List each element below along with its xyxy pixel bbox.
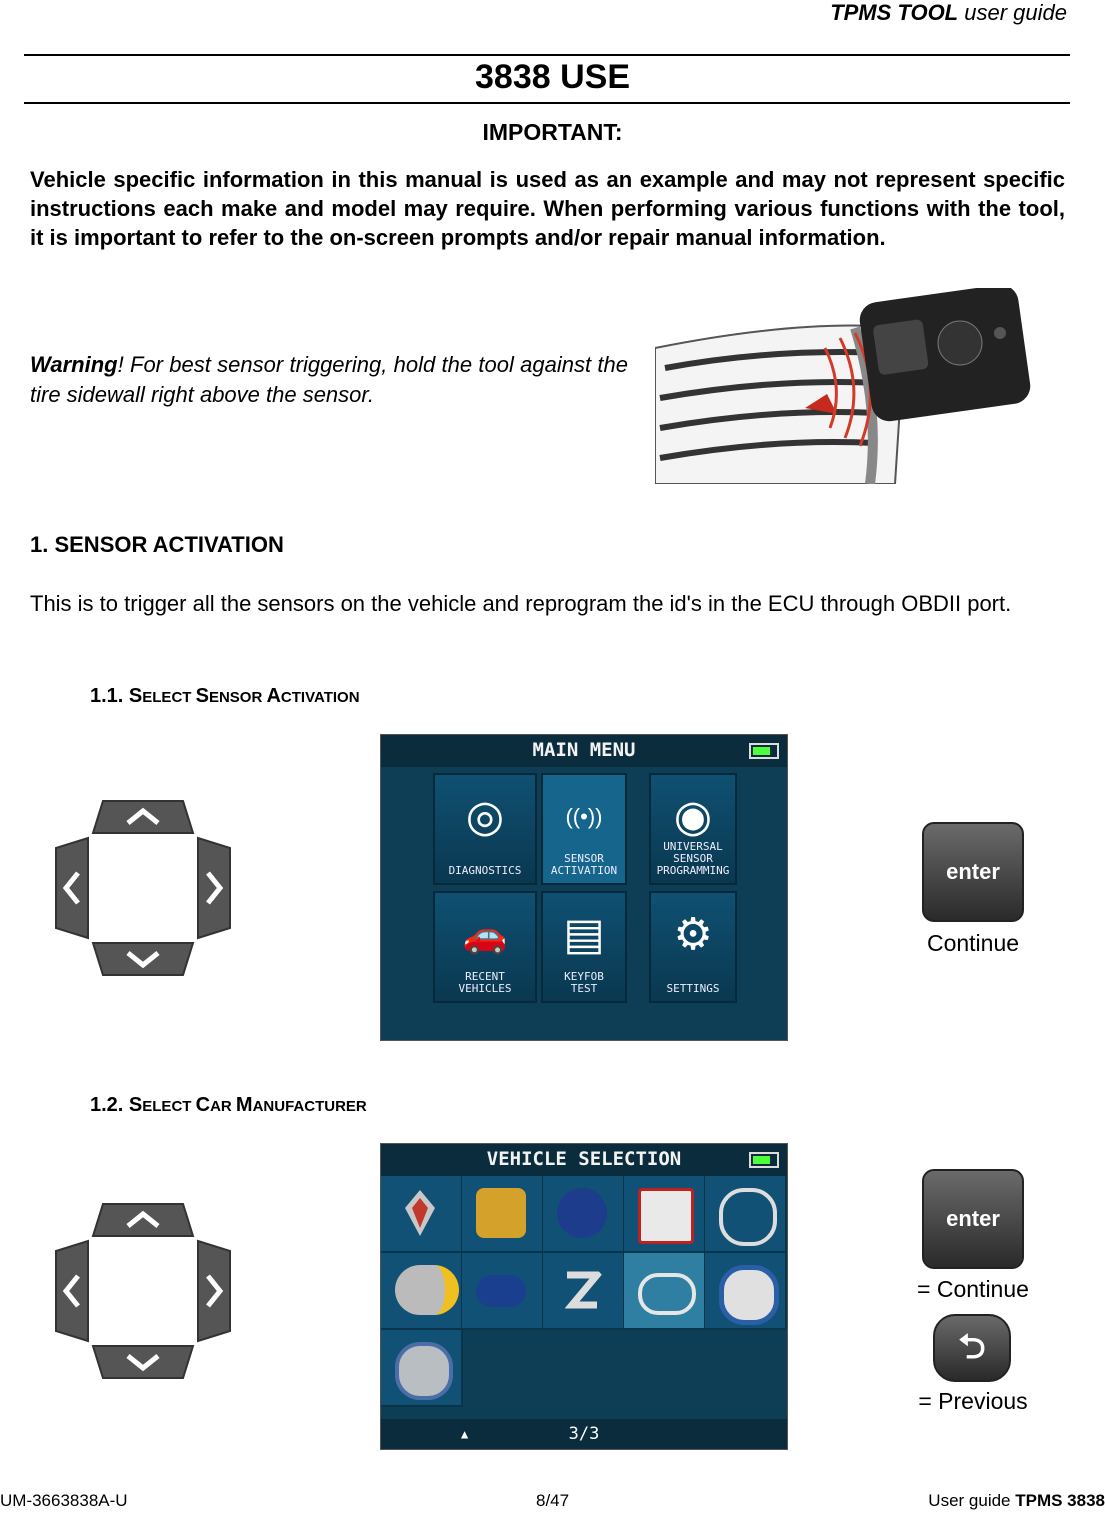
universal-sensor-icon: ◉	[673, 792, 713, 841]
scion-logo-icon	[719, 1188, 777, 1246]
footer-page-number: 8/47	[536, 1491, 570, 1510]
suzuki-logo-icon	[557, 1265, 607, 1315]
pontiac-logo-icon	[395, 1188, 445, 1238]
recent-vehicles-icon: 🚗	[462, 914, 508, 955]
section-sensor-activation-heading: 1. SENSOR ACTIVATION	[30, 532, 284, 557]
saab-logo-icon	[557, 1188, 607, 1238]
section-sensor-activation-text: This is to trigger all the sensors on the vehicle and reprogram the id's in the ECU through OBDII port.	[30, 591, 1012, 616]
menu-tile-sensor-activation[interactable]: ((•)) SENSOR ACTIVATION	[541, 773, 627, 885]
brand-tile-saturn[interactable]	[624, 1176, 706, 1253]
battery-icon	[749, 1152, 779, 1168]
continue-caption: = Continue	[917, 1276, 1029, 1302]
menu-tile-keyfob-test[interactable]: ▤ KEYFOB TEST	[541, 891, 627, 1003]
brand-tile-toyota[interactable]	[624, 1253, 706, 1330]
volkswagen-logo-icon	[719, 1265, 779, 1325]
warning-text: ! For best sensor triggering, hold the tool against the tire sidewall right above the sensor.	[30, 352, 628, 407]
header-brand: TPMS TOOL	[830, 0, 959, 25]
dpad-down-icon	[93, 1346, 193, 1378]
brand-tile-pontiac[interactable]	[381, 1176, 463, 1253]
tire-tool-illustration	[655, 288, 1035, 484]
dpad-up-icon	[93, 801, 193, 833]
diagnostics-icon: ◎	[465, 792, 505, 841]
screen-title: MAIN MENU	[381, 735, 787, 767]
back-key-icon: ⮌	[933, 1314, 1011, 1382]
brand-tile-volkswagen[interactable]	[705, 1253, 787, 1330]
brand-tile-porsche[interactable]	[462, 1176, 544, 1253]
menu-tile-universal-sensor-programming[interactable]: ◉ UNIVERSAL SENSOR PROGRAMMING	[649, 773, 737, 885]
dpad-down-icon	[93, 943, 193, 975]
dpad-left-icon	[56, 838, 88, 938]
keyfob-icon: ▤	[563, 910, 605, 959]
enter-key-icon: enter	[922, 1169, 1024, 1269]
screen-title: VEHICLE SELECTION	[381, 1144, 787, 1176]
dpad-icon	[48, 1196, 238, 1386]
important-heading: IMPORTANT:	[482, 119, 623, 145]
warning-note	[30, 350, 628, 410]
brand-tile-volvo[interactable]	[381, 1330, 463, 1407]
page-header	[830, 0, 1067, 26]
step-select-sensor-activation-heading: 1.1. SELECT SENSOR ACTIVATION	[90, 685, 360, 707]
battery-icon	[749, 743, 779, 759]
subaru-logo-icon	[476, 1275, 526, 1307]
title-rule-bottom	[24, 102, 1070, 104]
brand-tile-suzuki[interactable]	[543, 1253, 625, 1330]
screen-bottom-bar	[381, 1419, 787, 1449]
vehicle-selection-screen	[380, 1143, 788, 1450]
footer-guide-name: User guide TPMS 3838	[928, 1491, 1105, 1510]
settings-gear-icon: ⚙	[673, 910, 713, 959]
porsche-logo-icon	[476, 1188, 526, 1238]
saturn-logo-icon	[638, 1188, 694, 1244]
header-suffix: user guide	[964, 0, 1067, 25]
dpad-right-icon	[198, 838, 230, 938]
smart-logo-icon	[395, 1265, 459, 1315]
menu-tile-diagnostics[interactable]: ◎ DIAGNOSTICS	[433, 773, 537, 885]
enter-key-icon: enter	[922, 822, 1024, 922]
title-rule-top	[24, 54, 1070, 56]
dpad-icon	[48, 793, 238, 983]
menu-tile-recent-vehicles[interactable]: 🚗 RECENT VEHICLES	[433, 891, 537, 1003]
step-select-car-manufacturer-heading: 1.2. SELECT CAR MANUFACTURER	[90, 1094, 367, 1116]
dpad-up-icon	[93, 1204, 193, 1236]
continue-caption: Continue	[926, 930, 1020, 956]
page-indicator: 3/3	[568, 1424, 600, 1444]
warning-label: Warning	[30, 352, 118, 377]
brand-tile-saab[interactable]	[543, 1176, 625, 1253]
toyota-logo-icon	[638, 1273, 696, 1315]
tpms-tool-device-icon	[857, 288, 1032, 424]
previous-caption: = Previous	[918, 1388, 1028, 1414]
dpad-left-icon	[56, 1241, 88, 1341]
important-text: Vehicle specific information in this manual is used as an example and may not represent specific instructions each make and model may require. When performing various functions with the tool, it is important to refer to the on-screen prompts and/or repair manual information.	[30, 167, 1065, 250]
page-title: 3838 USE	[475, 58, 630, 96]
dpad-right-icon	[198, 1241, 230, 1341]
footer-document-id: UM-3663838A-U	[0, 1491, 128, 1510]
menu-tile-settings[interactable]: ⚙ SETTINGS	[649, 891, 737, 1003]
sensor-activation-icon: ((•))	[565, 804, 603, 829]
brand-tile-smart[interactable]	[381, 1253, 463, 1330]
brand-tile-subaru[interactable]	[462, 1253, 544, 1330]
main-menu-screen	[380, 734, 788, 1041]
brand-tile-scion[interactable]	[705, 1176, 787, 1253]
warning-triangle-icon: ▲	[461, 1427, 469, 1441]
volvo-logo-icon	[395, 1342, 453, 1400]
